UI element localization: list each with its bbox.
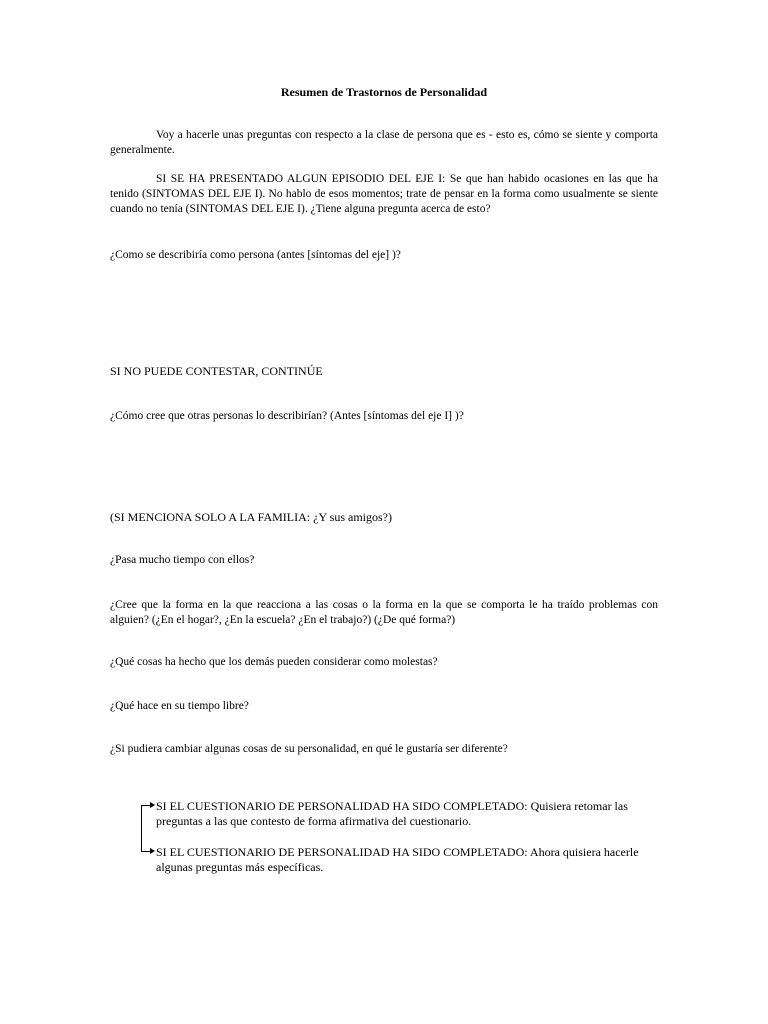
question-time-with-them: ¿Pasa mucho tiempo con ellos? — [110, 554, 255, 566]
question-problems: ¿Cree que la forma en la que reacciona a las cosas o la forma en la que se comporta le ha traído problemas con alguien? (¿En el hogar?, ¿En la escuela? ¿En el trabajo?) (¿De qué forma?) — [110, 599, 658, 626]
option-retake-questionnaire: SI EL CUESTIONARIO DE PERSONALIDAD HA SIDO COMPLETADO: Quisiera retomar las preguntas a las que contesto de forma afirmativa del cuestionario. — [156, 799, 628, 828]
question-self-description: ¿Como se describiría como persona (antes [síntomas del eje] )? — [110, 249, 401, 261]
option-specific-questions: SI EL CUESTIONARIO DE PERSONALIDAD HA SIDO COMPLETADO: Ahora quisiera hacerle algunas preguntas más específicas. — [156, 845, 639, 874]
question-others-description: ¿Cómo cree que otras personas lo describirían? (Antes [síntomas del eje I] )? — [110, 410, 464, 422]
question-annoying-things: ¿Qué cosas ha hecho que los demás pueden considerar como molestas? — [110, 656, 438, 668]
question-free-time: ¿Qué hace en su tiempo libre? — [110, 700, 249, 712]
document-title: Resumen de Trastornos de Personalidad — [280, 85, 488, 99]
question-change-personality: ¿Si pudiera cambiar algunas cosas de su personalidad, en qué le gustaría ser diferente? — [110, 743, 508, 755]
episode-note-paragraph: SI SE HA PRESENTADO ALGUN EPISODIO DEL EJE I: Se que han habido ocasiones en las que ha tenido (SINTOMAS DEL EJE I). No hablo de esos momentos; trate de pensar en la forma como usualmente se siente cuando no tenía (SINTOMAS DEL EJE I). ¿Tiene alguna pregunta acerca de esto? — [110, 173, 658, 215]
bracket-vertical-line — [141, 805, 142, 852]
arrow-right-icon — [150, 802, 155, 808]
intro-paragraph: Voy a hacerle unas preguntas con respecto a la clase de persona que es - esto es, cómo se siente y comporta generalmente. — [110, 129, 658, 156]
arrow-right-icon — [150, 848, 155, 854]
family-note: (SI MENCIONA SOLO A LA FAMILIA: ¿Y sus amigos?) — [110, 510, 392, 524]
instruction-continue: SI NO PUEDE CONTESTAR, CONTINÚE — [110, 364, 323, 378]
